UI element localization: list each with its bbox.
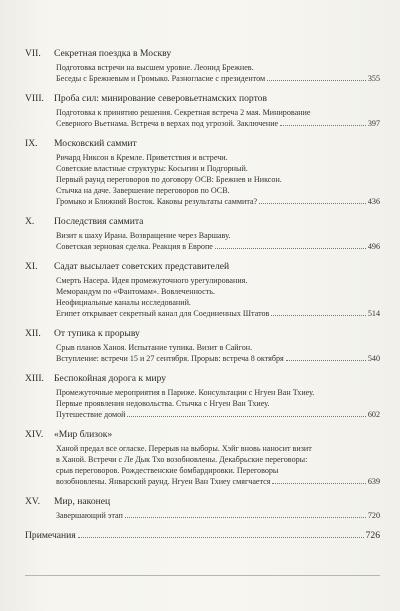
toc-line-text: Советская зерновая сделка. Реакция в Европе (56, 242, 213, 251)
toc-line (56, 185, 380, 196)
page-number: 514 (367, 309, 380, 318)
chapter-heading (25, 428, 380, 441)
toc-line (56, 196, 380, 207)
chapter-title: Секретная поездка в Москву (54, 48, 172, 59)
chapter-heading (25, 372, 380, 385)
toc-line (56, 308, 380, 319)
toc-chapter (25, 260, 380, 319)
chapter-contents (56, 387, 380, 420)
toc-line (56, 510, 380, 521)
chapter-number: XI. (25, 261, 38, 272)
chapter-heading (25, 260, 380, 273)
chapter-contents (56, 230, 380, 252)
chapter-contents (56, 107, 380, 129)
chapter-title: «Мир близок» (54, 429, 113, 440)
toc-line (56, 62, 380, 73)
toc-line (56, 174, 380, 185)
chapter-heading (25, 495, 380, 508)
chapter-number: XIII. (25, 373, 44, 384)
chapter-number: VII. (25, 48, 41, 59)
chapter-title: Мир, наконец (54, 496, 111, 507)
chapter-title: Беспокойная дорога к миру (54, 373, 167, 384)
chapter-title: Садат высылает советских представителей (54, 261, 230, 272)
toc-line-text: Громыко и Ближний Восток. Каковы результаты саммита? (56, 197, 258, 206)
page-number: 397 (367, 119, 380, 128)
toc-line (56, 275, 380, 286)
toc-line-text: Смерть Насера. Идея промежуточного урегулирования. (56, 276, 248, 285)
dot-leader (267, 79, 366, 81)
toc-line (56, 241, 380, 252)
toc-line-text: Завершающий этап (56, 511, 123, 520)
page-number: 496 (367, 242, 380, 251)
chapter-contents (56, 510, 380, 521)
toc-notes (25, 529, 380, 542)
chapter-title: Проба сил: минирование северовьетнамских портов (54, 93, 267, 104)
chapter-contents (56, 443, 380, 487)
toc-line-text: Стычка на даче. Завершение переговоров по ОСВ. (56, 186, 230, 195)
chapter-heading (25, 47, 380, 60)
toc-chapter (25, 92, 380, 129)
toc-line-text: Ричард Никсон в Кремле. Приветствия и встречи. (56, 153, 228, 162)
toc-line-text: Путешествие домой (56, 410, 126, 419)
dot-leader (215, 247, 366, 249)
toc-line (56, 118, 380, 129)
dot-leader (127, 415, 365, 417)
toc-chapter (25, 372, 380, 420)
toc-line (56, 286, 380, 297)
toc-line (56, 342, 380, 353)
page-number: 436 (367, 197, 380, 206)
toc-line-text: Подготовка встречи на высшем уровне. Леонид Брежнев. (56, 63, 254, 72)
toc-chapter (25, 428, 380, 487)
toc-line-text: Визит к шаху Ирана. Возвращение через Варшаву. (56, 231, 231, 240)
chapter-number: XV. (25, 496, 41, 507)
dot-leader (271, 314, 365, 316)
toc-line-text: Вступление: встречи 15 и 27 сентября. Прорыв: встреча 8 октября (56, 354, 284, 363)
chapter-contents (56, 342, 380, 364)
chapter-title: Московский саммит (54, 138, 137, 149)
chapter-number: XIV. (25, 429, 44, 440)
dot-leader (280, 124, 366, 126)
dot-leader (125, 516, 366, 518)
toc-line-text: Неофициальные каналы исследований. (56, 298, 191, 307)
chapter-contents (56, 152, 380, 207)
dot-leader (272, 482, 365, 484)
table-of-contents (25, 47, 380, 542)
toc-line (56, 409, 380, 420)
dot-leader (286, 359, 366, 361)
chapter-title: От тупика к прорыву (54, 328, 140, 339)
toc-line-text: Северного Вьетнама. Встреча в верхах под угрозой. Заключение (56, 119, 279, 128)
toc-line-text: Первый раунд переговоров по договору ОСВ: Брежнев и Никсон. (56, 175, 282, 184)
toc-line (56, 152, 380, 163)
toc-line-text: возобновлены. Январский раунд. Нгуен Ван Тхиеу смягчается (56, 477, 271, 486)
chapter-number: XII. (25, 328, 41, 339)
toc-line-text: Советские властные структуры: Косыгин и Подгорный. (56, 164, 248, 173)
toc-line-text: Первые проявления недовольства. Стычка с Нгуен Ван Тхиеу. (56, 399, 270, 408)
toc-chapter (25, 47, 380, 84)
notes-label: Примечания (25, 530, 76, 541)
toc-line-text: Подготовка к принятию решения. Секретная встреча 2 мая. Минирование (56, 108, 311, 117)
page-number: 355 (367, 74, 380, 83)
toc-chapter (25, 137, 380, 207)
toc-chapter (25, 215, 380, 252)
toc-line-text: Промежуточные мероприятия в Париже. Консультации с Нгуен Ван Тхиеу. (56, 388, 315, 397)
page-number: 639 (367, 477, 380, 486)
toc-line-text: Ханой предал все огласке. Перерыв на выборы. Хэйг вновь наносит визит (56, 444, 312, 453)
page-number: 540 (367, 354, 380, 363)
chapter-number: IX. (25, 138, 38, 149)
toc-line (56, 297, 380, 308)
chapter-contents (56, 275, 380, 319)
toc-line (56, 387, 380, 398)
toc-line (56, 353, 380, 364)
toc-line-text: Меморандум по «Фантомам». Вовлеченность. (56, 287, 215, 296)
toc-line (56, 163, 380, 174)
chapter-number: VIII. (25, 93, 44, 104)
dot-leader (259, 202, 366, 204)
toc-line-text: срыв переговоров. Рождественские бомбардировки. Переговоры (56, 466, 279, 475)
chapter-heading (25, 327, 380, 340)
chapter-number: X. (25, 216, 35, 227)
page-number: 726 (365, 530, 380, 541)
toc-chapter (25, 327, 380, 364)
chapter-heading (25, 215, 380, 228)
toc-line (56, 454, 380, 465)
toc-line-text: Египет открывает секретный канал для Соединенных Штатов (56, 309, 270, 318)
dot-leader (78, 536, 364, 538)
toc-line-text: Срыв планов Ханоя. Испытание тупика. Визит в Сайгон. (56, 343, 253, 352)
page-number: 602 (367, 410, 380, 419)
toc-line-text: в Ханой. Встречи с Ле Дык Тхо возобновлены. Декабрьские переговоры: (56, 455, 308, 464)
chapter-title: Последствия саммита (54, 216, 144, 227)
toc-line (56, 465, 380, 476)
toc-line (56, 476, 380, 487)
chapter-heading (25, 92, 380, 105)
chapter-heading (25, 137, 380, 150)
toc-line (56, 398, 380, 409)
page-number: 720 (367, 511, 380, 520)
toc-chapter (25, 495, 380, 521)
toc-line-text: Беседы с Брежневым и Громыко. Разногласие с президентом (56, 74, 266, 83)
toc-line (56, 443, 380, 454)
toc-line (56, 230, 380, 241)
toc-line (56, 73, 380, 84)
bottom-rule (25, 575, 380, 576)
toc-line (56, 107, 380, 118)
chapter-contents (56, 62, 380, 84)
